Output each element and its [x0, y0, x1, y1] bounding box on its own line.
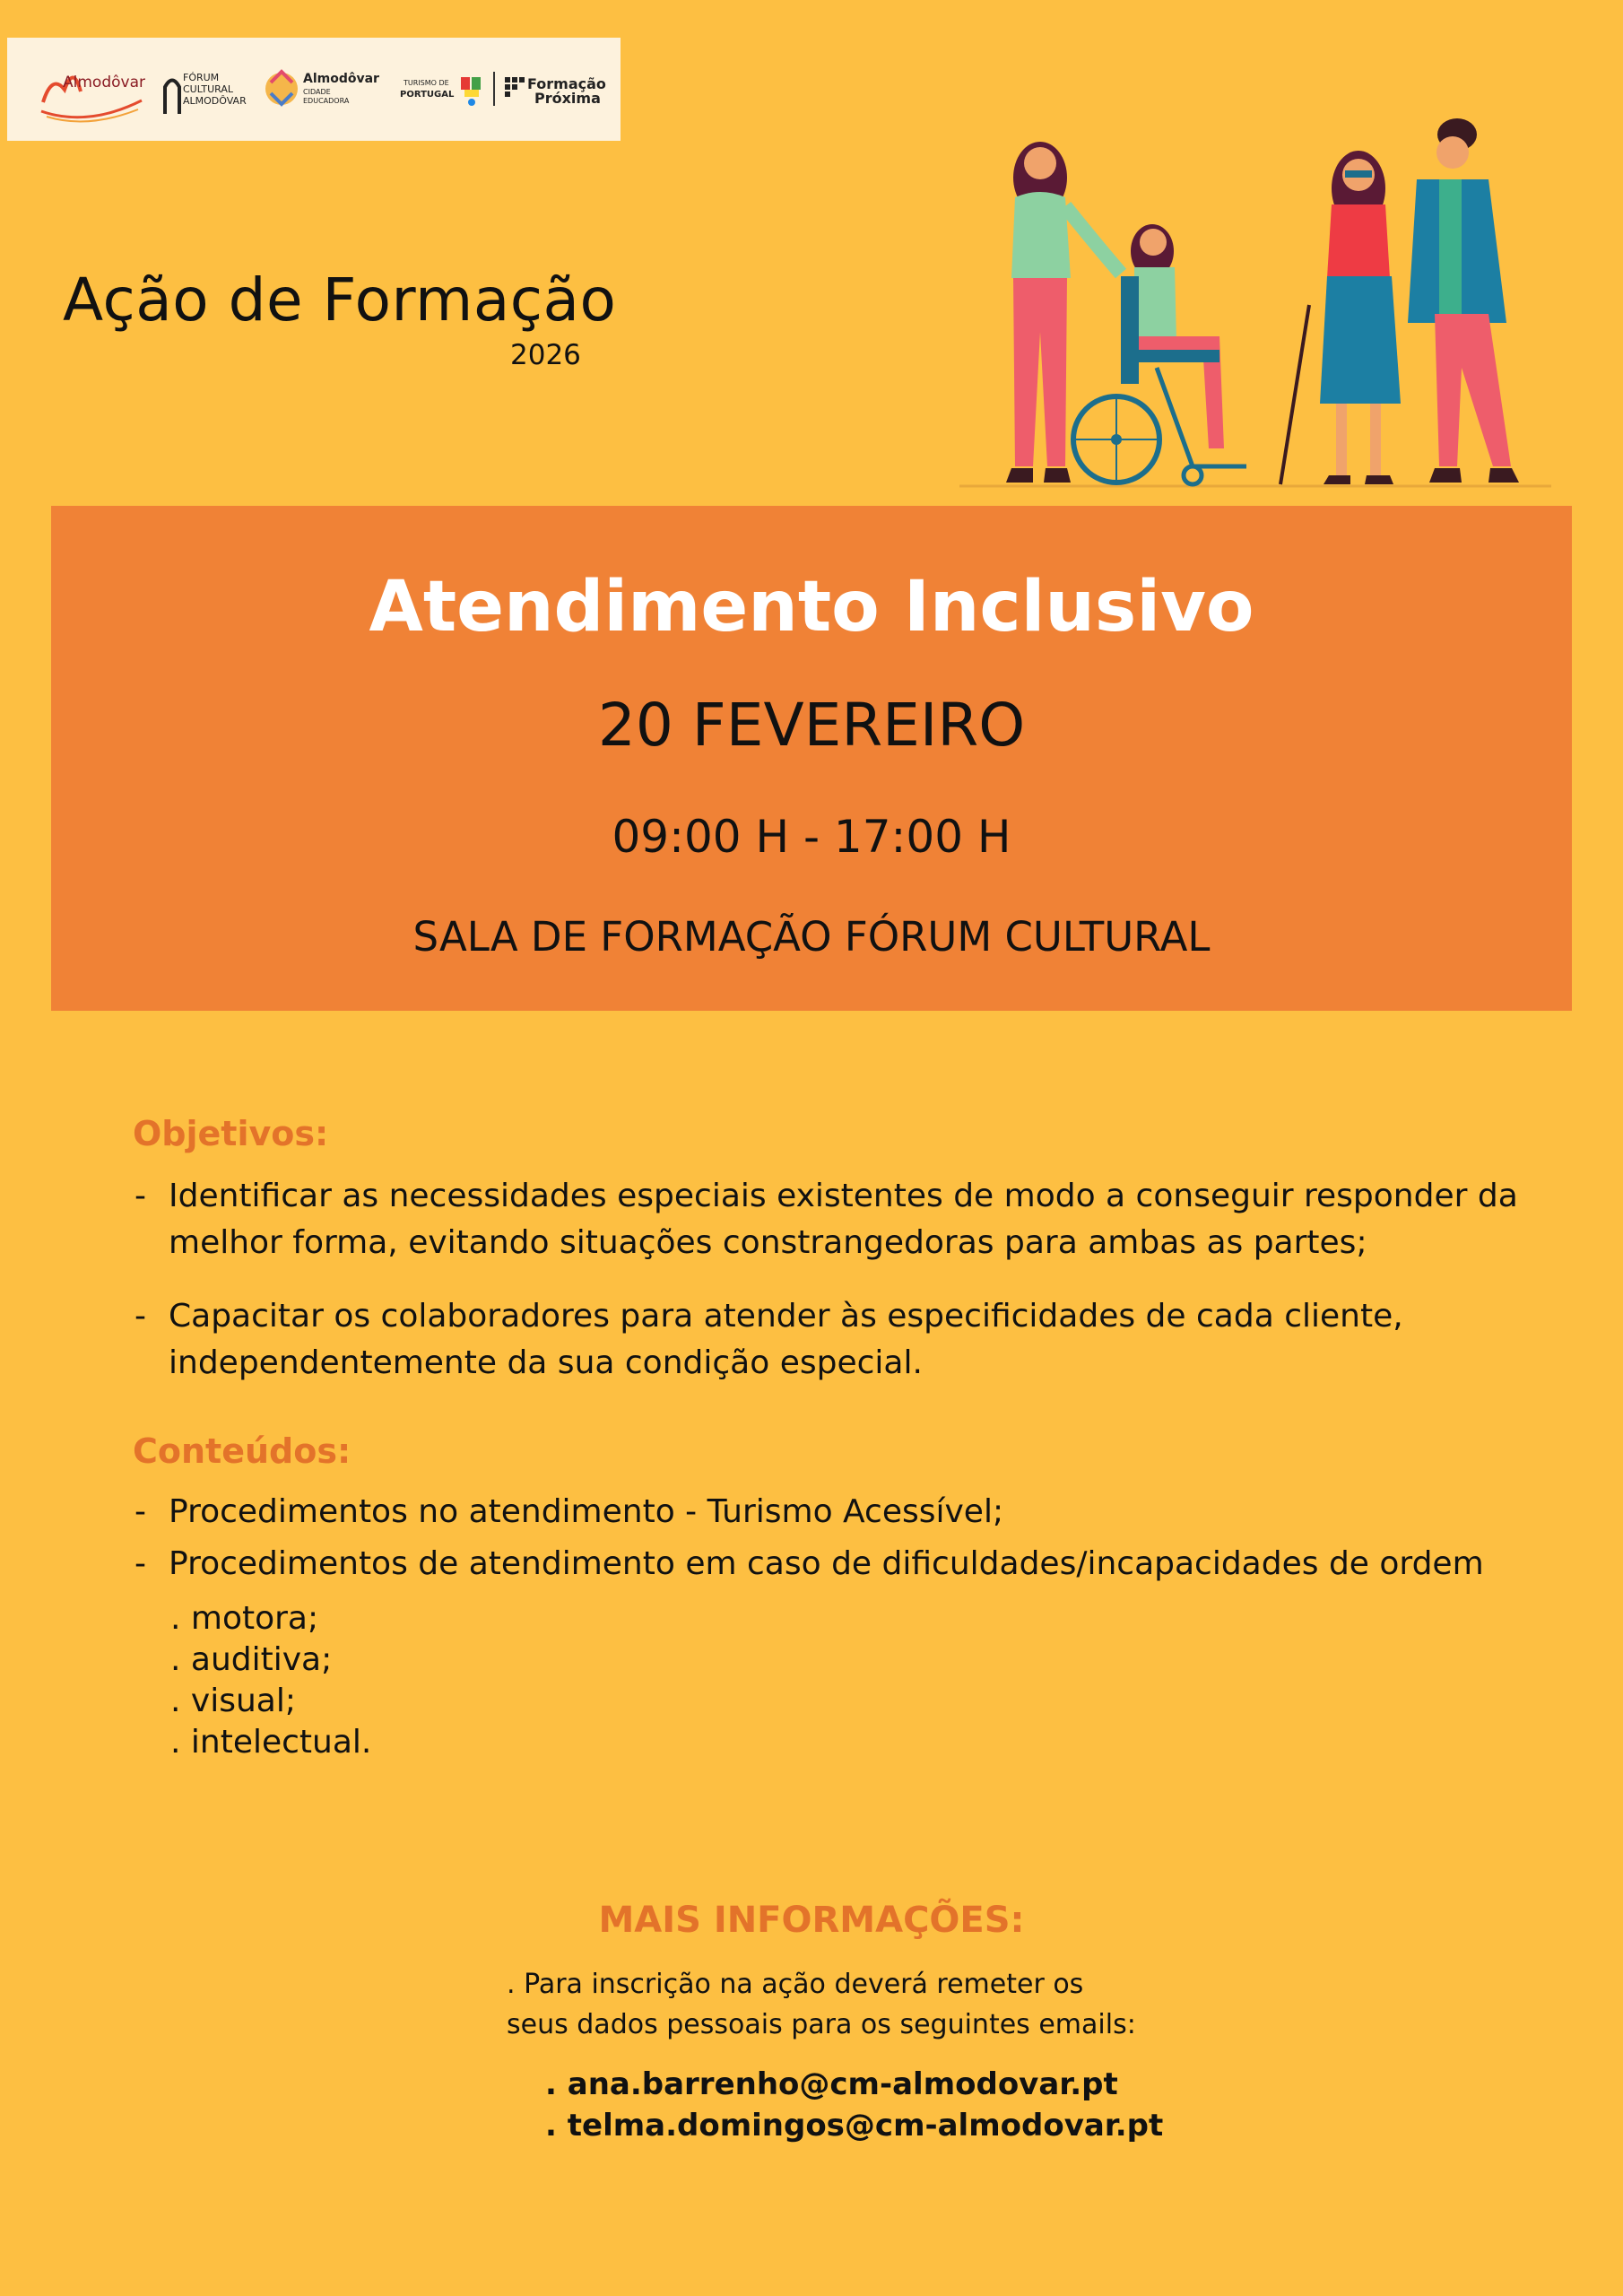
- conteudo-subitem: . visual;: [170, 1683, 296, 1719]
- objetivo-text: [169, 1293, 1533, 1387]
- conteudo-text: Procedimentos no atendimento - Turismo Acessível;: [169, 1493, 1004, 1530]
- list-dash: -: [135, 1178, 146, 1214]
- turismo-line-1: TURISMO DE: [404, 79, 449, 87]
- forum-arch-icon: [163, 38, 181, 141]
- info-text-line: seus dados pessoais para os seguintes emails:: [507, 2009, 1136, 2040]
- turismo-portugal-logo: [391, 38, 490, 141]
- objetivo-item: [135, 1293, 1533, 1392]
- formacao-line-2: Próxima: [534, 90, 601, 107]
- conteudo-subitem: . auditiva;: [170, 1641, 333, 1678]
- woman-pushing-figure: [1006, 142, 1121, 483]
- forum-line-2: CULTURAL: [183, 83, 233, 95]
- objetivo-line: independentemente da sua condição especial.: [169, 1344, 923, 1381]
- event-title: Atendimento Inclusivo: [369, 567, 1254, 648]
- conteudo-subitem: . motora;: [170, 1600, 319, 1637]
- forum-line-3: ALMODÔVAR: [183, 95, 247, 107]
- page-year: 2026: [510, 339, 581, 371]
- objetivo-item: [135, 1173, 1533, 1272]
- turismo-symbol-icon: [457, 38, 486, 141]
- cidade-line-2: CIDADE: [303, 88, 331, 96]
- wheelchair-user-figure: [1073, 224, 1246, 484]
- almodovar-logo-text: Almodôvar: [63, 74, 145, 91]
- turismo-line-2: PORTUGAL: [400, 90, 455, 100]
- email-link[interactable]: . ana.barrenho@cm-almodovar.pt: [545, 2066, 1118, 2102]
- conteudo-text: Procedimentos de atendimento em caso de dificuldades/incapacidades de ordem: [169, 1545, 1484, 1582]
- objetivo-line: Capacitar os colaboradores para atender às especificidades de cada cliente,: [169, 1298, 1403, 1335]
- conteudo-item: [135, 1489, 1533, 1535]
- divider: [493, 72, 495, 106]
- partner-logos-strip: [7, 38, 621, 141]
- list-dash: -: [135, 1493, 146, 1530]
- formacao-line-1: Formação: [527, 75, 606, 92]
- man-figure: [1408, 118, 1519, 483]
- objetivos-heading: Objetivos:: [133, 1114, 329, 1153]
- almodovar-municipality-logo: [34, 38, 151, 141]
- cidade-line-3: EDUCADORA: [303, 97, 350, 105]
- conteudo-item: [135, 1541, 1533, 1587]
- conteudo-subitem: . intelectual.: [170, 1724, 372, 1761]
- forum-line-1: FÓRUM: [183, 72, 220, 83]
- forum-cultural-logo: [156, 38, 246, 141]
- conteudos-heading: Conteúdos:: [133, 1431, 352, 1471]
- inclusive-people-illustration: [950, 108, 1560, 493]
- list-dash: -: [135, 1298, 146, 1335]
- event-time: 09:00 H - 17:00 H: [612, 811, 1011, 863]
- objetivo-text: [169, 1173, 1533, 1266]
- email-link[interactable]: . telma.domingos@cm-almodovar.pt: [545, 2108, 1164, 2144]
- event-venue: SALA DE FORMAÇÃO FÓRUM CULTURAL: [412, 913, 1211, 961]
- formacao-proxima-logo: [499, 38, 606, 141]
- cidade-line-1: Almodôvar: [303, 72, 379, 86]
- objetivo-line: Identificar as necessidades especiais existentes de modo a conseguir responder da: [169, 1178, 1518, 1214]
- info-heading: MAIS INFORMAÇÕES:: [598, 1900, 1025, 1941]
- cidade-educadora-logo: [262, 38, 378, 141]
- woman-with-cane-figure: [1280, 151, 1401, 484]
- list-dash: -: [135, 1545, 146, 1582]
- info-text-line: . Para inscrição na ação deverá remeter os: [507, 1969, 1084, 2000]
- page-kicker: Ação de Formação: [63, 265, 617, 335]
- event-date: 20 FEVEREIRO: [597, 691, 1026, 760]
- formacao-grid-icon: [504, 38, 527, 141]
- objetivo-line: melhor forma, evitando situações constrangedoras para ambas as partes;: [169, 1224, 1367, 1261]
- educadora-hand-icon: [262, 38, 301, 141]
